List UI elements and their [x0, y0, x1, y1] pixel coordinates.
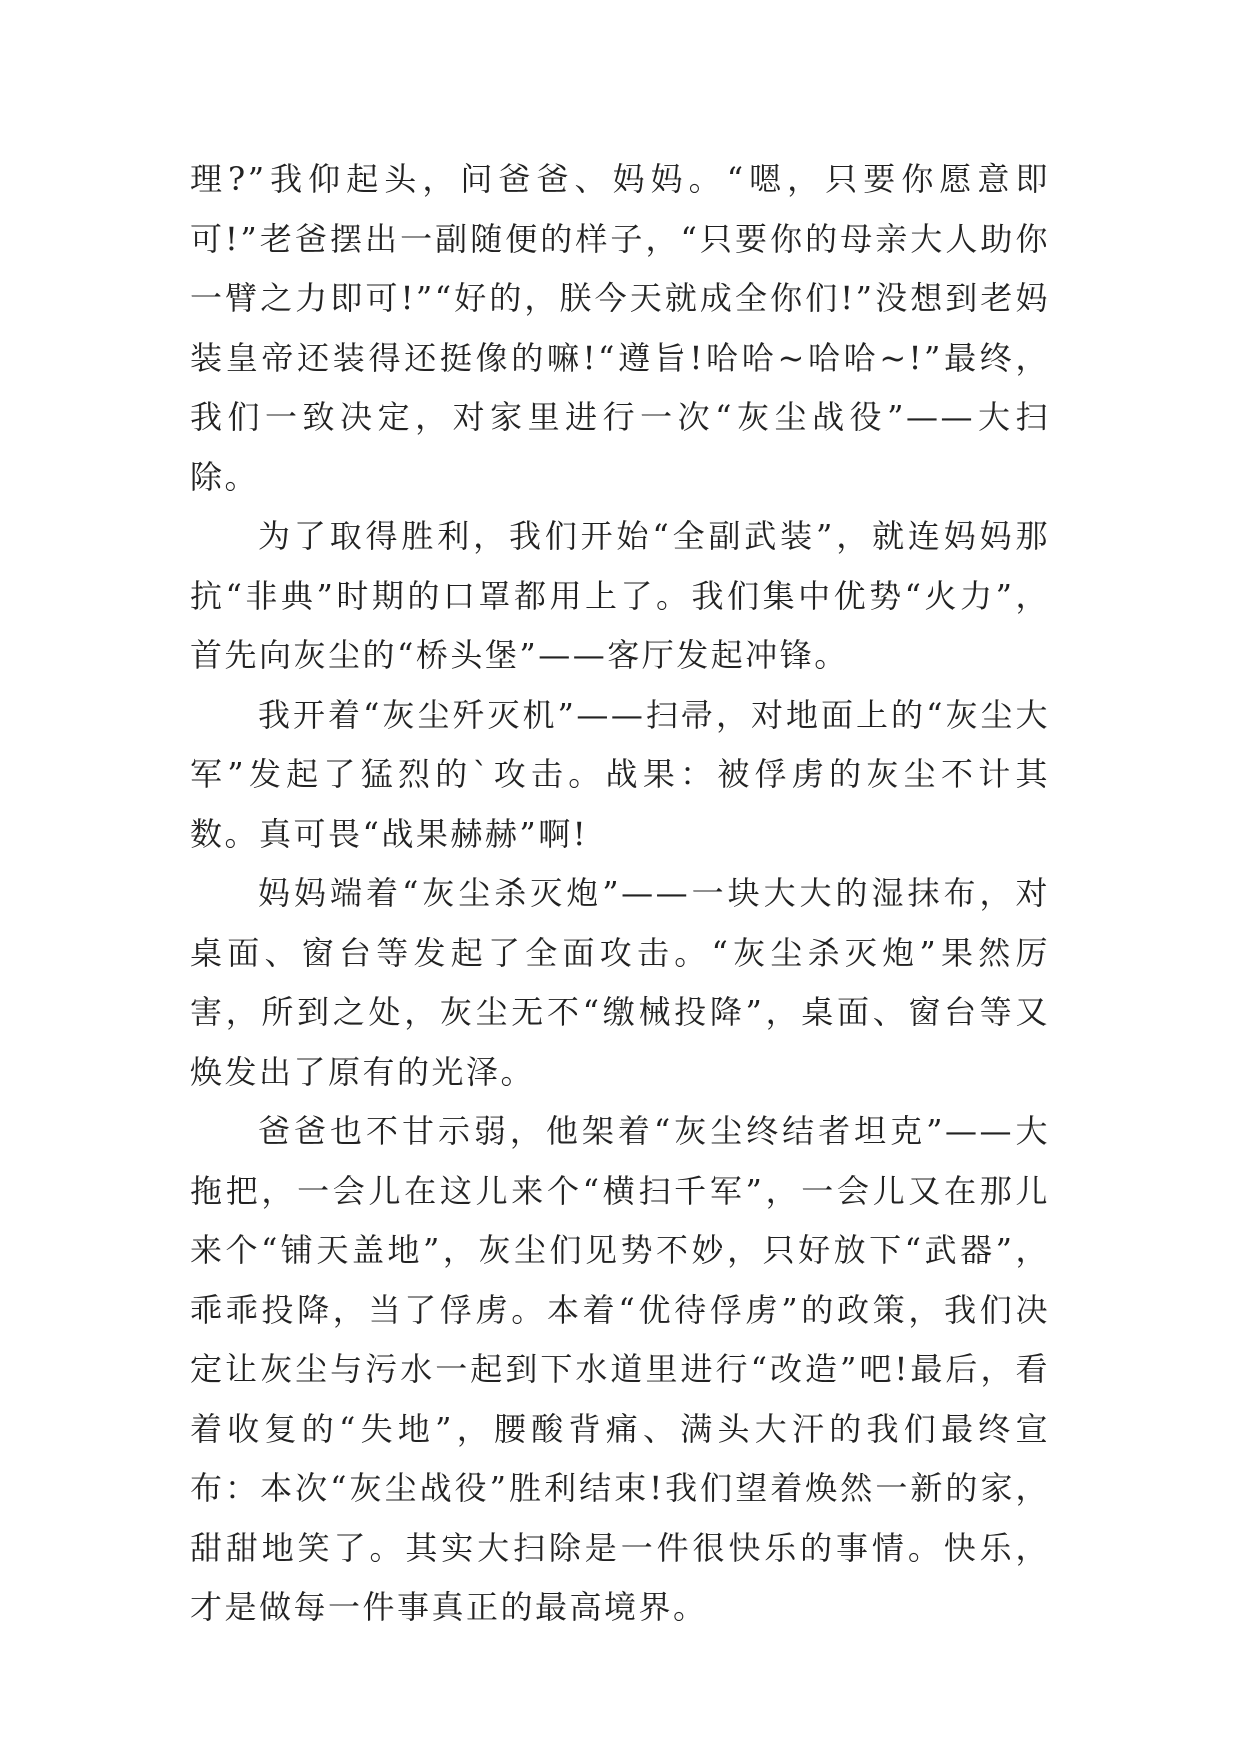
paragraph-1: 理?”我仰起头，问爸爸、妈妈。“嗯，只要你愿意即可!”老爸摆出一副随便的样子，“只要你的母亲大人助你一臂之力即可!”“好的，朕今天就成全你们!”没想到老妈装皇帝还装得还挺像的嘛!“遵旨!哈哈~哈哈~!”最终，我们一致决定，对家里进行一次“灰尘战役”——大扫除。 [190, 160, 1050, 496]
paragraph-4: 妈妈端着“灰尘杀灭炮”——一块大大的湿抹布，对桌面、窗台等发起了全面攻击。“灰尘杀灭炮”果然厉害，所到之处，灰尘无不“缴械投降”，桌面、窗台等又焕发出了原有的光泽。 [190, 874, 1050, 1091]
paragraph-2: 为了取得胜利，我们开始“全副武装”，就连妈妈那抗“非典”时期的口罩都用上了。我们集中优势“火力”，首先向灰尘的“桥头堡”——客厅发起冲锋。 [190, 517, 1050, 674]
document-body [190, 150, 1050, 1638]
paragraph-5: 爸爸也不甘示弱，他架着“灰尘终结者坦克”——大拖把，一会儿在这儿来个“横扫千军”，一会儿又在那儿来个“铺天盖地”，灰尘们见势不妙，只好放下“武器”，乖乖投降，当了俘虏。本着“优待俘虏”的政策，我们决定让灰尘与污水一起到下水道里进行“改造”吧!最后，看着收复的“失地”，腰酸背痛、满头大汗的我们最终宣布：本次“灰尘战役”胜利结束!我们望着焕然一新的家，甜甜地笑了。其实大扫除是一件很快乐的事情。快乐，才是做每一件事真正的最高境界。 [190, 1112, 1050, 1626]
paragraph-3: 我开着“灰尘歼灭机”——扫帚，对地面上的“灰尘大军”发起了猛烈的`攻击。战果：被俘虏的灰尘不计其数。真可畏“战果赫赫”啊! [190, 695, 1050, 853]
